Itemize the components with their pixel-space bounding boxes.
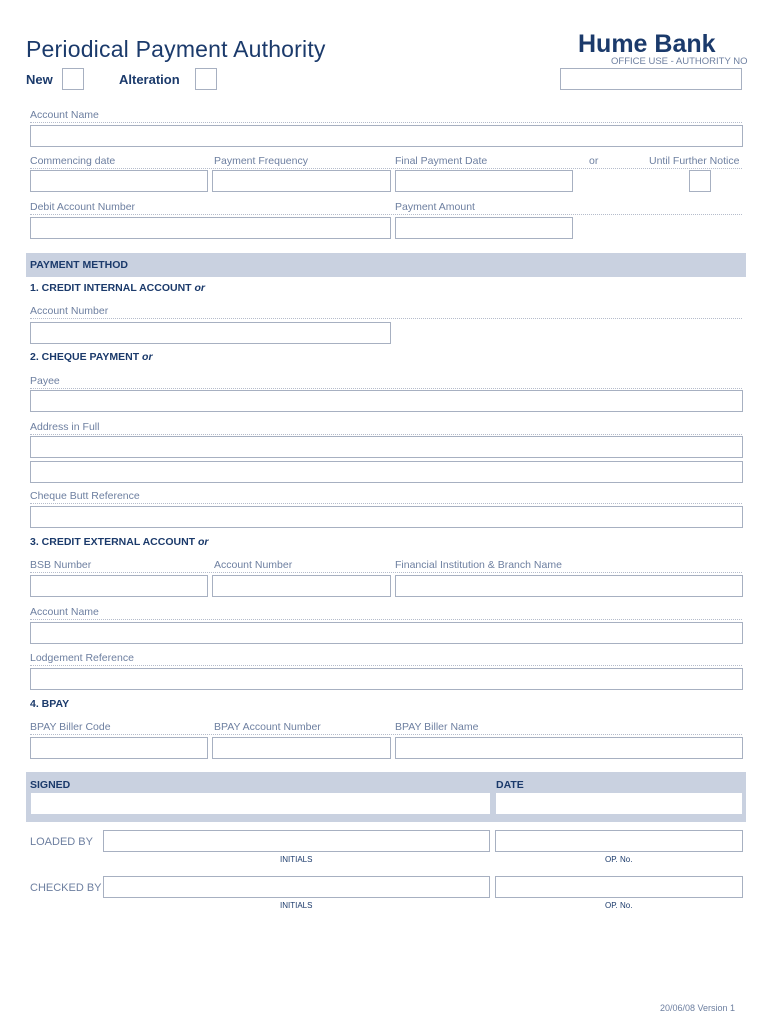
date-label: DATE [496, 779, 524, 791]
alteration-checkbox[interactable] [195, 68, 217, 90]
divider [30, 503, 742, 504]
account-name-label: Account Name [30, 109, 99, 121]
address-field-line-1[interactable] [30, 436, 743, 458]
divider [30, 388, 742, 389]
loaded-by-initials-field[interactable] [103, 830, 490, 852]
version-footer: 20/06/08 Version 1 [660, 1003, 736, 1013]
bpay-biller-name-label: BPAY Biller Name [395, 721, 479, 733]
signed-field[interactable] [31, 793, 490, 814]
address-field-line-2[interactable] [30, 461, 743, 483]
section-3-title [30, 536, 209, 548]
divider [30, 434, 742, 435]
payment-amount-field[interactable] [395, 217, 573, 239]
loaded-op-no-caption: OP. No. [605, 855, 633, 864]
authority-no-field[interactable] [560, 68, 742, 90]
bsb-field[interactable] [30, 575, 208, 597]
fi-branch-field[interactable] [395, 575, 743, 597]
section-3-or: or [198, 536, 209, 548]
s1-account-number-label: Account Number [30, 305, 109, 317]
new-label: New [26, 72, 53, 87]
commencing-date-label: Commencing date [30, 155, 116, 167]
payment-method-band [26, 253, 746, 277]
page-title: Periodical Payment Authority [26, 36, 326, 62]
section-2-title-text: 2. CHEQUE PAYMENT [30, 351, 140, 363]
alteration-label: Alteration [119, 72, 180, 87]
bpay-account-number-label: BPAY Account Number [214, 721, 321, 733]
section-1-title [30, 282, 205, 294]
debit-account-number-label: Debit Account Number [30, 201, 136, 213]
divider [30, 318, 742, 319]
checked-op-no-caption: OP. No. [605, 901, 633, 910]
bpay-biller-code-label: BPAY Biller Code [30, 721, 111, 733]
office-use-label: OFFICE USE - AUTHORITY NO [611, 56, 748, 67]
checked-initials-caption: INITIALS [280, 901, 313, 910]
signed-label: SIGNED [30, 779, 71, 791]
divider [30, 168, 742, 169]
bpay-biller-code-field[interactable] [30, 737, 208, 759]
fi-branch-label: Financial Institution & Branch Name [395, 559, 562, 571]
final-payment-date-field[interactable] [395, 170, 573, 192]
bank-logo: Hume Bank [578, 30, 716, 58]
loaded-by-label: LOADED BY [30, 836, 93, 848]
commencing-date-field[interactable] [30, 170, 208, 192]
or-label: or [589, 155, 599, 167]
payment-method-heading: PAYMENT METHOD [30, 259, 129, 271]
payment-frequency-label: Payment Frequency [214, 155, 308, 167]
bpay-biller-name-field[interactable] [395, 737, 743, 759]
bsb-label: BSB Number [30, 559, 92, 571]
lodgement-label: Lodgement Reference [30, 652, 134, 664]
account-name-field[interactable] [30, 125, 743, 147]
section-3-title-text: 3. CREDIT EXTERNAL ACCOUNT [30, 536, 196, 548]
payee-label: Payee [30, 375, 60, 387]
section-2-title [30, 351, 153, 363]
lodgement-field[interactable] [30, 668, 743, 690]
section-1-or: or [194, 282, 206, 294]
loaded-by-op-no-field[interactable] [495, 830, 743, 852]
divider [30, 619, 742, 620]
checked-by-label: CHECKED BY [30, 882, 102, 894]
checked-by-initials-field[interactable] [103, 876, 490, 898]
checked-by-op-no-field[interactable] [495, 876, 743, 898]
until-further-notice-checkbox[interactable] [689, 170, 711, 192]
divider [30, 572, 742, 573]
bpay-account-number-field[interactable] [212, 737, 391, 759]
payee-field[interactable] [30, 390, 743, 412]
until-further-notice-label: Until Further Notice [649, 155, 740, 167]
payment-amount-label: Payment Amount [395, 201, 475, 213]
divider [30, 122, 742, 123]
s1-account-number-field[interactable] [30, 322, 391, 344]
divider [30, 734, 742, 735]
payment-frequency-field[interactable] [212, 170, 391, 192]
address-label: Address in Full [30, 421, 100, 433]
s3-account-number-field[interactable] [212, 575, 391, 597]
s3-account-name-label: Account Name [30, 606, 99, 618]
loaded-initials-caption: INITIALS [280, 855, 313, 864]
date-field[interactable] [496, 793, 742, 814]
section-2-or: or [142, 351, 153, 363]
cheque-butt-field[interactable] [30, 506, 743, 528]
debit-account-number-field[interactable] [30, 217, 391, 239]
final-payment-date-label: Final Payment Date [395, 155, 488, 167]
divider [30, 214, 742, 215]
cheque-butt-label: Cheque Butt Reference [30, 490, 140, 502]
s3-account-number-label: Account Number [214, 559, 293, 571]
section-1-title-text: 1. CREDIT INTERNAL ACCOUNT [30, 282, 192, 294]
s3-account-name-field[interactable] [30, 622, 743, 644]
new-checkbox[interactable] [62, 68, 84, 90]
section-4-title: 4. BPAY [30, 698, 70, 710]
divider [30, 665, 742, 666]
